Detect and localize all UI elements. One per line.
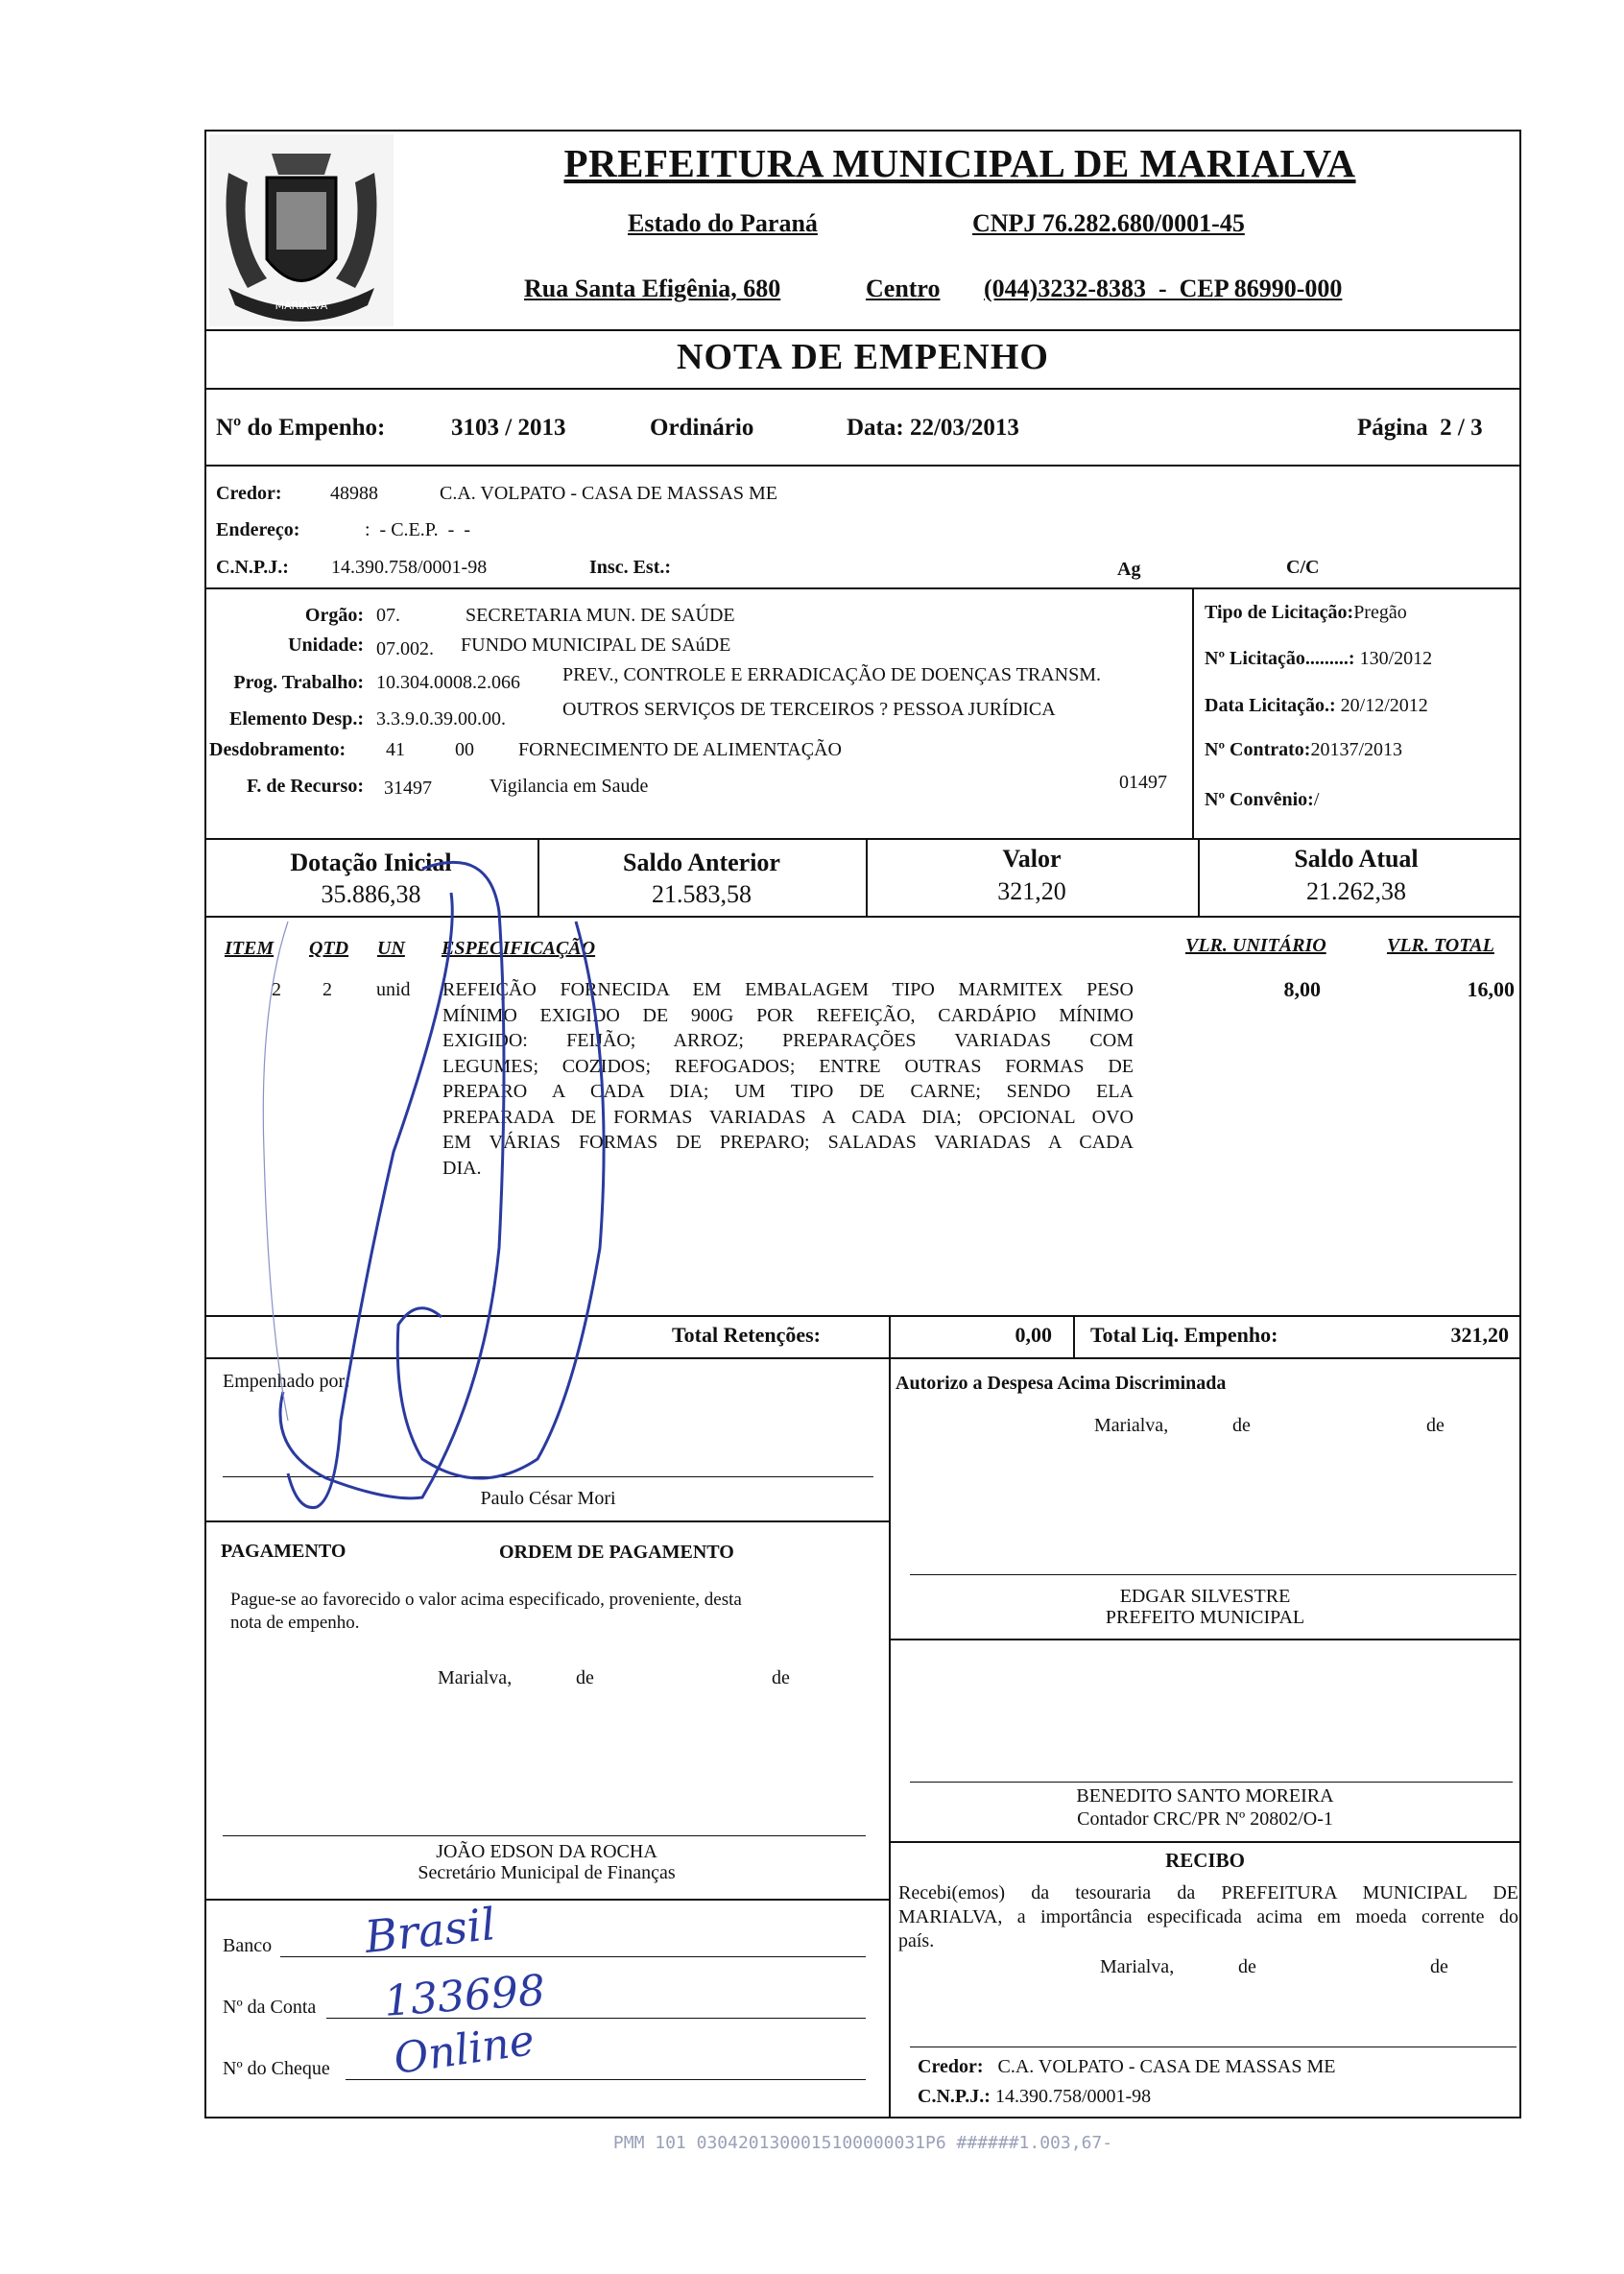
unidade-code: 07.002.: [376, 638, 434, 659]
pagamento-text-2: nota de empenho.: [230, 1613, 360, 1633]
tipo-licitacao-value: Pregão: [1353, 602, 1407, 623]
desdobramento-code2: 00: [455, 739, 474, 760]
tipo-licitacao-label: Tipo de Licitação:: [1205, 602, 1354, 623]
address-street: Rua Santa Efigênia, 680: [524, 275, 781, 302]
col-qtd: QTD: [309, 938, 349, 959]
elemento-code: 3.3.9.0.39.00.00.: [376, 708, 506, 730]
credor-label: Credor:: [216, 483, 282, 504]
recibo-line: país.: [898, 1930, 935, 1951]
autorizo-label: Autorizo a Despesa Acima Discriminada: [896, 1373, 1227, 1394]
elemento-name: OUTROS SERVIÇOS DE TERCEIROS ? PESSOA JURÍDICA: [562, 699, 1056, 720]
recibo-cnpj-label: C.N.P.J.:: [918, 2086, 991, 2107]
saldo-anterior-label: Saldo Anterior: [623, 849, 780, 876]
col-especificacao: ESPECIFICAÇÃO: [442, 938, 596, 959]
prog-trabalho-name: PREV., CONTROLE E ERRADICAÇÃO DE DOENÇAS TRANSM.: [562, 664, 1101, 685]
unidade-name: FUNDO MUNICIPAL DE SAúDE: [461, 634, 731, 656]
dotacao-label: Dotação Inicial: [290, 849, 452, 876]
elemento-label: Elemento Desp.:: [229, 708, 364, 730]
recurso-code2: 01497: [1119, 772, 1167, 793]
empenho-number-label: Nº do Empenho:: [216, 415, 386, 441]
orgao-code: 07.: [376, 605, 400, 626]
desc-line: LEGUMES; COZIDOS; REFOGADOS; ENTRE OUTRAS FORMAS DE: [442, 1055, 1134, 1077]
recibo-line: Recebi(emos) da tesouraria da PREFEITURA MUNICIPAL DE: [898, 1882, 1518, 1903]
pagamento-de1: de: [576, 1667, 594, 1688]
banco-handwritten: Brasil: [362, 1898, 498, 1963]
saldo-anterior-value: 21.583,58: [652, 880, 752, 908]
pagamento-label: PAGAMENTO: [221, 1541, 346, 1562]
recibo-title: RECIBO: [1165, 1849, 1245, 1872]
total-liq-label: Total Liq. Empenho:: [1090, 1323, 1278, 1347]
orgao-label: Orgão:: [304, 605, 364, 626]
item-number: 2: [272, 979, 281, 1000]
empenho-date: Data: 22/03/2013: [847, 415, 1019, 441]
credor-code: 48988: [330, 483, 378, 504]
recibo-credor-label: Credor:: [918, 2056, 984, 2077]
num-licitacao-label: Nº Licitação.........:: [1205, 648, 1355, 669]
num-convenio-value: /: [1313, 789, 1320, 810]
pagamento-city: Marialva,: [438, 1667, 513, 1688]
seal-text: MARIALVA: [275, 299, 328, 312]
autorizo-city: Marialva,: [1094, 1415, 1169, 1436]
desdobramento-code1: 41: [386, 739, 405, 760]
secretario-name: JOÃO EDSON DA ROCHA: [436, 1841, 657, 1862]
banco-label: Banco: [223, 1935, 273, 1956]
prefeito-name: EDGAR SILVESTRE: [1119, 1586, 1291, 1607]
state-label: Estado do Paraná: [628, 209, 818, 237]
empenho-type: Ordinário: [650, 415, 754, 441]
item-vlr-total: 16,00: [1467, 977, 1515, 1001]
unidade-label: Unidade:: [288, 634, 364, 656]
credor-cnpj-label: C.N.P.J.:: [216, 557, 289, 578]
empenho-number: 3103 / 2013: [451, 415, 566, 441]
contador-role: Contador CRC/PR Nº 20802/O-1: [1077, 1808, 1333, 1830]
cheque-label: Nº do Cheque: [223, 2058, 330, 2079]
address-phone-cep: (044)3232-8383 - CEP 86990-000: [984, 275, 1343, 302]
total-retencoes-label: Total Retenções:: [672, 1323, 821, 1347]
col-vlr-unitario: VLR. UNITÁRIO: [1185, 935, 1326, 956]
credor-name: C.A. VOLPATO - CASA DE MASSAS ME: [440, 483, 777, 504]
empenhado-signer: Paulo César Mori: [480, 1488, 616, 1509]
recibo-cnpj-value: 14.390.758/0001-98: [994, 2086, 1152, 2107]
recibo-credor-name: C.A. VOLPATO - CASA DE MASSAS ME: [997, 2056, 1336, 2077]
prog-trabalho-code: 10.304.0008.2.066: [376, 672, 520, 693]
valor-value: 321,20: [997, 877, 1066, 905]
num-licitacao-value: 130/2012: [1359, 648, 1433, 669]
autorizo-de2: de: [1426, 1415, 1445, 1436]
desc-line: DIA.: [442, 1157, 482, 1179]
recibo-de1: de: [1238, 1956, 1256, 1977]
document-title: NOTA DE EMPENHO: [677, 337, 1049, 377]
conta-label: Nº da Conta: [223, 1997, 317, 2018]
address-label: Endereço:: [216, 519, 300, 540]
item-qtd: 2: [322, 979, 332, 1000]
data-licitacao-value: 20/12/2012: [1340, 695, 1428, 716]
recibo-city: Marialva,: [1100, 1956, 1175, 1977]
recurso-code: 31497: [384, 778, 432, 799]
desc-line: MÍNIMO EXIGIDO DE 900G POR REFEIÇÃO, CARDÁPIO MÍNIMO: [442, 1004, 1134, 1026]
prog-trabalho-label: Prog. Trabalho:: [233, 672, 364, 693]
recibo-line: MARIALVA, a importância especificada acima em moeda corrente do: [898, 1906, 1518, 1927]
pagamento-de2: de: [772, 1667, 790, 1688]
data-licitacao-label: Data Licitação.:: [1205, 695, 1336, 716]
cnpj-label: CNPJ 76.282.680/0001-45: [972, 209, 1245, 237]
desdobramento-name: FORNECIMENTO DE ALIMENTAÇÃO: [518, 739, 842, 760]
num-convenio-label: Nº Convênio:: [1205, 789, 1314, 810]
credor-address: : - C.E.P. - -: [365, 519, 470, 540]
item-un: unid: [376, 979, 411, 1000]
desc-line: REFEIÇÃO FORNECIDA EM EMBALAGEM TIPO MARMITEX PESO: [442, 979, 1134, 1000]
empenhado-label: Empenhado por:: [223, 1371, 350, 1392]
secretario-role: Secretário Municipal de Finanças: [418, 1862, 676, 1883]
saldo-atual-value: 21.262,38: [1306, 877, 1406, 905]
total-liq-value: 321,20: [1450, 1323, 1509, 1347]
num-contrato-label: Nº Contrato:: [1205, 739, 1311, 760]
total-retencoes-value: 0,00: [1015, 1323, 1052, 1347]
desc-line: PREPARADA DE FORMAS VARIADAS A CADA DIA; OPCIONAL OVO: [442, 1106, 1134, 1128]
num-contrato-value: 20137/2013: [1310, 739, 1403, 760]
item-vlr-unitario: 8,00: [1283, 977, 1321, 1001]
page-number: Página 2 / 3: [1357, 415, 1483, 441]
col-un: UN: [377, 938, 405, 959]
dotacao-value: 35.886,38: [321, 880, 421, 908]
ag-label: Ag: [1117, 559, 1141, 580]
pagamento-text-1: Pague-se ao favorecido o valor acima especificado, proveniente, desta: [230, 1590, 742, 1610]
ordem-pagamento-label: ORDEM DE PAGAMENTO: [499, 1542, 734, 1563]
recurso-name: Vigilancia em Saude: [490, 776, 649, 797]
desdobramento-label: Desdobramento:: [209, 739, 346, 760]
address-district: Centro: [866, 275, 941, 302]
conta-handwritten: 133698: [382, 1966, 547, 2026]
saldo-atual-label: Saldo Atual: [1294, 845, 1419, 873]
orgao-name: SECRETARIA MUN. DE SAÚDE: [466, 605, 735, 626]
desc-line: EM VÁRIAS FORMAS DE PREPARO; SALADAS VARIADAS A CADA: [442, 1132, 1134, 1153]
desc-line: PREPARO A CADA DIA; UM TIPO DE CARNE; SENDO ELA: [442, 1081, 1134, 1102]
valor-label: Valor: [1002, 845, 1062, 873]
recibo-de2: de: [1430, 1956, 1448, 1977]
cc-label: C/C: [1286, 557, 1320, 578]
prefeitura-title: PREFEITURA MUNICIPAL DE MARIALVA: [563, 141, 1356, 185]
recurso-label: F. de Recurso:: [246, 776, 364, 797]
cheque-handwritten: Online: [391, 2016, 537, 2084]
col-item: ITEM: [225, 938, 275, 959]
desc-line: EXIGIDO: FEIJÃO; ARROZ; PREPARAÇÕES VARIADAS COM: [442, 1030, 1134, 1051]
col-vlr-total: VLR. TOTAL: [1387, 935, 1494, 956]
autorizo-de1: de: [1232, 1415, 1251, 1436]
contador-name: BENEDITO SANTO MOREIRA: [1076, 1785, 1334, 1807]
credor-cnpj: 14.390.758/0001-98: [331, 557, 488, 578]
insc-est-label: Insc. Est.:: [589, 557, 672, 578]
prefeito-role: PREFEITO MUNICIPAL: [1105, 1607, 1305, 1628]
footer-barcode-text: PMM 101 0304201300015100000031P6 ######1.003,67-: [612, 2133, 1113, 2153]
